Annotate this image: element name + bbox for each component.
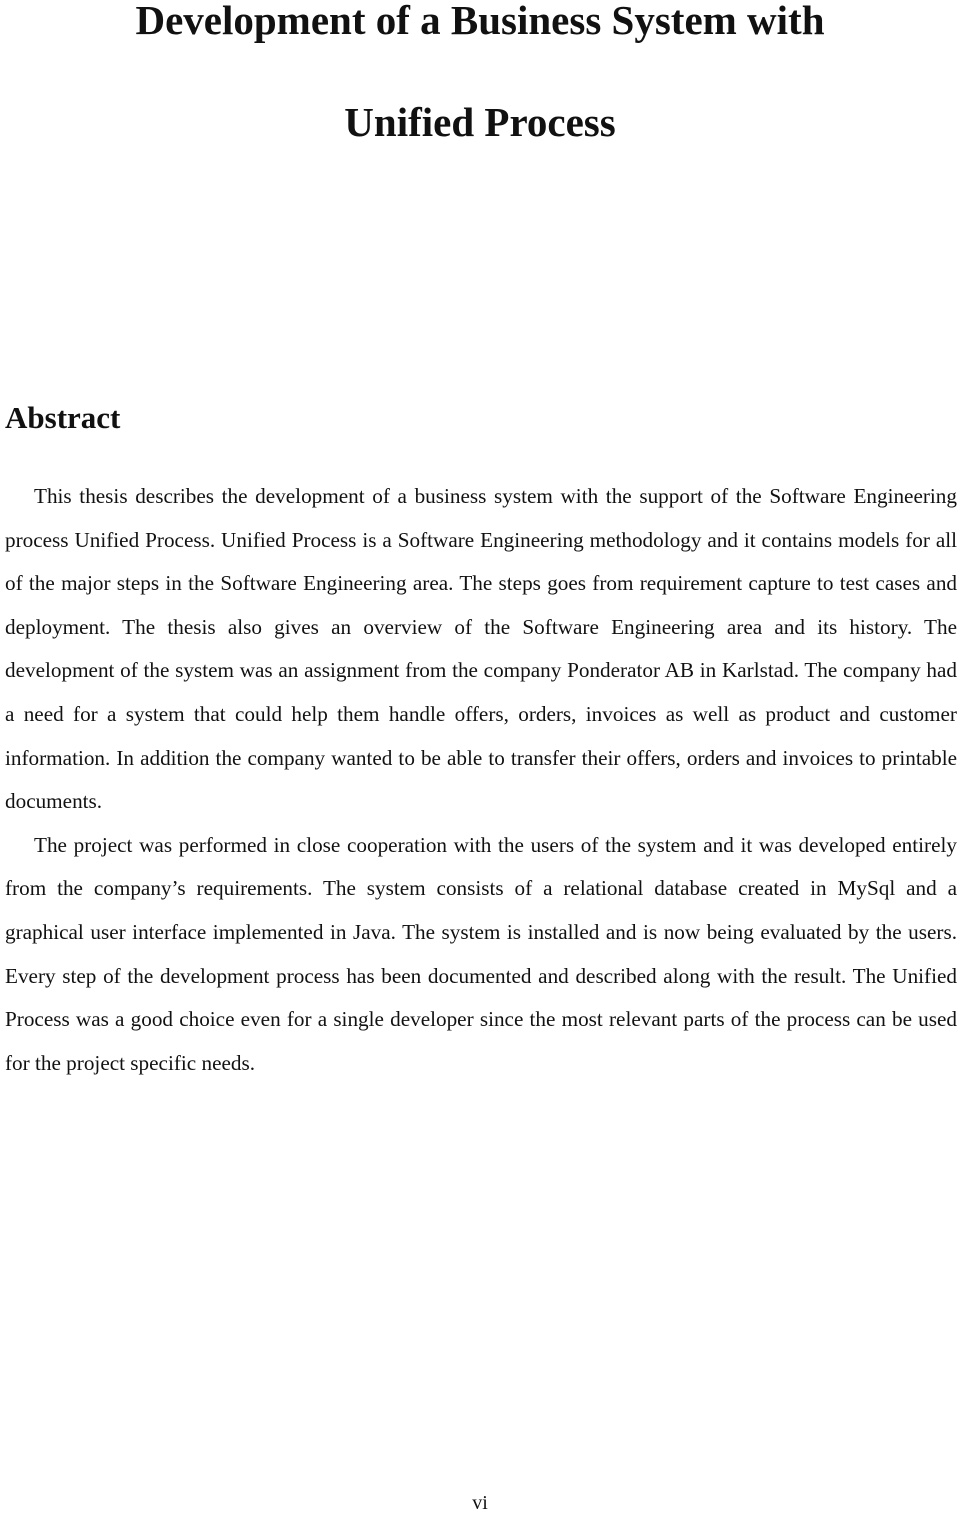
abstract-paragraph-1: This thesis describes the development of a business system with the support of the Software Engineering process Unified Process. Unified Process is a Software Engineering methodology and it contains models for all of the major steps in the Software Engineering area. The steps goes from requirement capture to test cases and deployment. The thesis also gives an overview of the Software Engineering area and its history. The development of the system was an assignment from the company Ponderator AB in Karlstad. The company had a need for a system that could help them handle offers, orders, invoices as well as product and customer information. In addition the company wanted to be able to transfer their offers, orders and invoices to printable documents. [5, 484, 957, 814]
page-number: vi [472, 1492, 488, 1514]
abstract-heading: Abstract [5, 400, 121, 435]
document-title-line-2: Unified Process [344, 99, 616, 145]
abstract-paragraph-2: The project was performed in close cooperation with the users of the system and it was developed entirely from the company’s requirements. The system consists of a relational database created in MySql and a graphical user interface implemented in Java. The system is installed and is now being evaluated by the users. Every step of the development process has been documented and described along with the result. The Unified Process was a good choice even for a single developer since the most relevant parts of the process can be used for the project specific needs. [5, 832, 957, 1075]
abstract-body [5, 475, 957, 1085]
document-title-line-1: Development of a Business System with [135, 0, 825, 43]
